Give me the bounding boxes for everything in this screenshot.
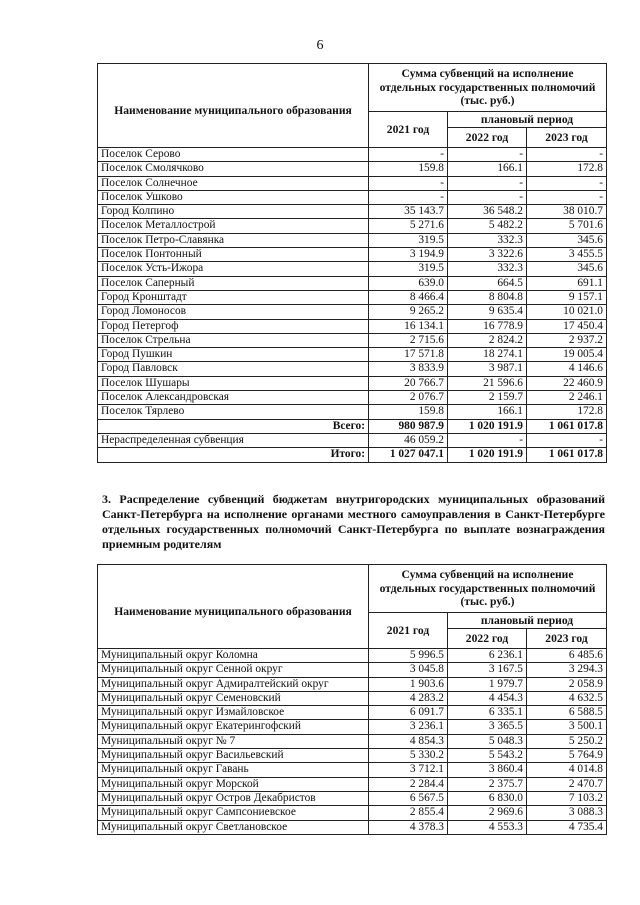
value-2021-cell: 5 271.6 (369, 219, 448, 233)
row-name-cell: Муниципальный округ Гавань (98, 763, 369, 777)
value-2022-cell: 3 987.1 (448, 362, 527, 376)
table-row (98, 706, 607, 720)
header-name: Наименование муниципального образования (98, 64, 369, 148)
value-2021-cell: 6 091.7 (369, 706, 448, 720)
table-row (98, 749, 607, 763)
value-2022-cell: 6 830.0 (448, 791, 527, 805)
value-2023-cell: 3 500.1 (527, 720, 607, 734)
value-2021-cell: 3 712.1 (369, 763, 448, 777)
value-2023-cell: 345.6 (527, 262, 607, 276)
subsidy-table-1 (97, 63, 607, 463)
value-2021-cell: 16 134.1 (369, 319, 448, 333)
value-2022-cell: 664.5 (448, 276, 527, 290)
value-2022-cell: - (448, 148, 527, 162)
row-name-cell: Муниципальный округ Семеновский (98, 691, 369, 705)
value-2023-cell: 345.6 (527, 233, 607, 247)
value-2021-cell: 159.8 (369, 405, 448, 419)
value-2021-cell: 319.5 (369, 262, 448, 276)
header-name: Наименование муниципального образования (98, 565, 369, 649)
value-2022-cell: 2 969.6 (448, 806, 527, 820)
value-2021-cell: 639.0 (369, 276, 448, 290)
value-2022-cell: 2 159.7 (448, 391, 527, 405)
value-2022-cell: 8 804.8 (448, 290, 527, 304)
value-2022-cell: 5 543.2 (448, 749, 527, 763)
table-row (98, 190, 607, 204)
value-2022-cell: 6 236.1 (448, 649, 527, 663)
header-sum: Сумма субвенций на исполнение отдельных государственных полномочий (тыс. руб.) (369, 64, 607, 112)
value-2023-cell: 5 701.6 (527, 219, 607, 233)
value-2022-cell: 4 553.3 (448, 820, 527, 834)
row-name-cell: Поселок Понтонный (98, 248, 369, 262)
row-name-cell: Муниципальный округ Сампсониевское (98, 806, 369, 820)
header-planning-period: плановый период (448, 112, 607, 128)
row-name-cell: Муниципальный округ Сенной округ (98, 663, 369, 677)
header-sum: Сумма субвенций на исполнение отдельных государственных полномочий (тыс. руб.) (369, 565, 607, 613)
value-2023-cell: - (527, 190, 607, 204)
table-row (98, 348, 607, 362)
table-2-body (98, 649, 607, 835)
value-2022-cell: 5 048.3 (448, 734, 527, 748)
value-2023-cell: 1 061 017.8 (527, 448, 607, 462)
value-2023-cell: 7 103.2 (527, 791, 607, 805)
row-name-cell: Город Петергоф (98, 319, 369, 333)
value-2022-cell: 9 635.4 (448, 305, 527, 319)
value-2022-cell: 16 778.9 (448, 319, 527, 333)
value-2021-cell: 2 715.6 (369, 333, 448, 347)
value-2023-cell: 6 588.5 (527, 706, 607, 720)
table-row (98, 233, 607, 247)
value-2021-cell: 2 855.4 (369, 806, 448, 820)
value-2023-cell: 9 157.1 (527, 290, 607, 304)
value-2021-cell: 17 571.8 (369, 348, 448, 362)
row-name-cell: Муниципальный округ № 7 (98, 734, 369, 748)
row-name-cell: Муниципальный округ Остров Декабристов (98, 791, 369, 805)
value-2021-cell: - (369, 176, 448, 190)
table-row (98, 148, 607, 162)
row-name-cell: Муниципальный округ Светлановское (98, 820, 369, 834)
table-row (98, 333, 607, 347)
value-2021-cell: - (369, 148, 448, 162)
table-row (98, 734, 607, 748)
value-2022-cell: 1 020 191.9 (448, 419, 527, 433)
table-row (98, 162, 607, 176)
row-name-cell: Поселок Шушары (98, 376, 369, 390)
row-name-cell: Поселок Смолячково (98, 162, 369, 176)
value-2022-cell: 166.1 (448, 162, 527, 176)
row-name-cell: Поселок Металлострой (98, 219, 369, 233)
row-name-cell: Поселок Александровская (98, 391, 369, 405)
value-2021-cell: 2 076.7 (369, 391, 448, 405)
value-2021-cell: 3 833.9 (369, 362, 448, 376)
value-2021-cell: 159.8 (369, 162, 448, 176)
row-name-cell: Муниципальный округ Морской (98, 777, 369, 791)
value-2021-cell: 35 143.7 (369, 205, 448, 219)
header-planning-period: плановый период (448, 613, 607, 629)
page-number: 6 (316, 38, 324, 53)
value-2022-cell: - (448, 190, 527, 204)
table-row (98, 405, 607, 419)
value-2023-cell: 172.8 (527, 162, 607, 176)
value-2023-cell: 10 021.0 (527, 305, 607, 319)
value-2021-cell: 2 284.4 (369, 777, 448, 791)
header-year-2023: 2023 год (527, 128, 607, 148)
table-row (98, 319, 607, 333)
value-2023-cell: 4 632.5 (527, 691, 607, 705)
value-2023-cell: 3 088.3 (527, 806, 607, 820)
row-name-cell: Поселок Серово (98, 148, 369, 162)
value-2022-cell: 332.3 (448, 233, 527, 247)
table-row (98, 205, 607, 219)
row-name-cell: Город Павловск (98, 362, 369, 376)
value-2023-cell: - (527, 148, 607, 162)
value-2023-cell: 17 450.4 (527, 319, 607, 333)
value-2023-cell: 6 485.6 (527, 649, 607, 663)
table-row (98, 777, 607, 791)
header-year-2022: 2022 год (448, 629, 527, 649)
value-2023-cell: 2 058.9 (527, 677, 607, 691)
value-2021-cell: 6 567.5 (369, 791, 448, 805)
value-2022-cell: - (448, 176, 527, 190)
table-row (98, 806, 607, 820)
table-row (98, 720, 607, 734)
value-2021-cell: 1 027 047.1 (369, 448, 448, 462)
section-3-title: 3. Распределение субвенций бюджетам внутригородских муниципальных образований Санкт-Петербурга на исполнение органами местного самоуправления в Санкт-Петербурге отдельных государственных полномочий Санкт-Петербурга по выплате вознаграждения приемным родителям (102, 492, 605, 551)
value-2021-cell: 5 996.5 (369, 649, 448, 663)
table-row (98, 276, 607, 290)
row-name-cell: Поселок Солнечное (98, 176, 369, 190)
value-2023-cell: 2 246.1 (527, 391, 607, 405)
value-2022-cell: 3 167.5 (448, 663, 527, 677)
value-2023-cell: 691.1 (527, 276, 607, 290)
value-2021-cell: 3 045.8 (369, 663, 448, 677)
value-2022-cell: 6 335.1 (448, 706, 527, 720)
header-year-2021: 2021 год (369, 613, 448, 649)
table-row (98, 663, 607, 677)
row-name-cell: Поселок Ушково (98, 190, 369, 204)
row-name-cell: Муниципальный округ Адмиралтейский округ (98, 677, 369, 691)
table-row (98, 305, 607, 319)
value-2023-cell: 22 460.9 (527, 376, 607, 390)
table-row (98, 791, 607, 805)
row-name-cell: Муниципальный округ Васильевский (98, 749, 369, 763)
value-2022-cell: 3 365.5 (448, 720, 527, 734)
value-2021-cell: 3 236.1 (369, 720, 448, 734)
value-2023-cell: 5 764.9 (527, 749, 607, 763)
header-year-2022: 2022 год (448, 128, 527, 148)
value-2023-cell: 19 005.4 (527, 348, 607, 362)
value-2023-cell: 3 294.3 (527, 663, 607, 677)
value-2022-cell: 4 454.3 (448, 691, 527, 705)
grand-total-row (98, 448, 607, 462)
row-name-cell: Муниципальный округ Коломна (98, 649, 369, 663)
value-2021-cell: - (369, 190, 448, 204)
value-2021-cell: 319.5 (369, 233, 448, 247)
table-row (98, 763, 607, 777)
row-name-cell: Поселок Петро-Славянка (98, 233, 369, 247)
table-row (98, 362, 607, 376)
row-label-cell: Итого: (98, 448, 369, 462)
value-2022-cell: 166.1 (448, 405, 527, 419)
row-name-cell: Город Колпино (98, 205, 369, 219)
row-name-cell: Поселок Стрельна (98, 333, 369, 347)
value-2022-cell: 2 824.2 (448, 333, 527, 347)
total-row (98, 419, 607, 433)
value-2021-cell: 4 283.2 (369, 691, 448, 705)
value-2022-cell: 3 322.6 (448, 248, 527, 262)
row-label-cell: Нераспределенная субвенция (98, 433, 369, 447)
row-name-cell: Город Пушкин (98, 348, 369, 362)
value-2023-cell: - (527, 433, 607, 447)
row-name-cell: Город Ломоносов (98, 305, 369, 319)
table-row (98, 820, 607, 834)
value-2021-cell: 20 766.7 (369, 376, 448, 390)
table-1-body (98, 148, 607, 463)
value-2023-cell: 172.8 (527, 405, 607, 419)
value-2023-cell: - (527, 176, 607, 190)
value-2023-cell: 1 061 017.8 (527, 419, 607, 433)
value-2022-cell: 3 860.4 (448, 763, 527, 777)
row-label-cell: Всего: (98, 419, 369, 433)
value-2021-cell: 3 194.9 (369, 248, 448, 262)
value-2021-cell: 8 466.4 (369, 290, 448, 304)
row-name-cell: Поселок Саперный (98, 276, 369, 290)
row-name-cell: Город Кронштадт (98, 290, 369, 304)
value-2021-cell: 9 265.2 (369, 305, 448, 319)
value-2023-cell: 4 014.8 (527, 763, 607, 777)
table-row (98, 248, 607, 262)
value-2023-cell: 38 010.7 (527, 205, 607, 219)
value-2022-cell: 332.3 (448, 262, 527, 276)
value-2022-cell: 1 979.7 (448, 677, 527, 691)
value-2022-cell: 1 020 191.9 (448, 448, 527, 462)
row-name-cell: Поселок Тярлево (98, 405, 369, 419)
table-row (98, 176, 607, 190)
table-row (98, 262, 607, 276)
header-year-2023: 2023 год (527, 629, 607, 649)
value-2022-cell: 21 596.6 (448, 376, 527, 390)
value-2021-cell: 46 059.2 (369, 433, 448, 447)
value-2021-cell: 5 330.2 (369, 749, 448, 763)
table-row (98, 219, 607, 233)
value-2021-cell: 4 378.3 (369, 820, 448, 834)
value-2023-cell: 5 250.2 (527, 734, 607, 748)
value-2022-cell: 5 482.2 (448, 219, 527, 233)
value-2023-cell: 2 937.2 (527, 333, 607, 347)
table-row (98, 391, 607, 405)
table-row (98, 290, 607, 304)
value-2022-cell: 36 548.2 (448, 205, 527, 219)
subsidy-table-2 (97, 564, 607, 835)
value-2021-cell: 4 854.3 (369, 734, 448, 748)
unallocated-row (98, 433, 607, 447)
row-name-cell: Поселок Усть-Ижора (98, 262, 369, 276)
table-row (98, 677, 607, 691)
header-year-2021: 2021 год (369, 112, 448, 148)
value-2023-cell: 3 455.5 (527, 248, 607, 262)
row-name-cell: Муниципальный округ Екатерингофский (98, 720, 369, 734)
table-row (98, 691, 607, 705)
value-2021-cell: 1 903.6 (369, 677, 448, 691)
value-2023-cell: 2 470.7 (527, 777, 607, 791)
table-row (98, 649, 607, 663)
value-2022-cell: 2 375.7 (448, 777, 527, 791)
row-name-cell: Муниципальный округ Измайловское (98, 706, 369, 720)
value-2022-cell: - (448, 433, 527, 447)
value-2023-cell: 4 735.4 (527, 820, 607, 834)
value-2022-cell: 18 274.1 (448, 348, 527, 362)
value-2021-cell: 980 987.9 (369, 419, 448, 433)
table-row (98, 376, 607, 390)
value-2023-cell: 4 146.6 (527, 362, 607, 376)
